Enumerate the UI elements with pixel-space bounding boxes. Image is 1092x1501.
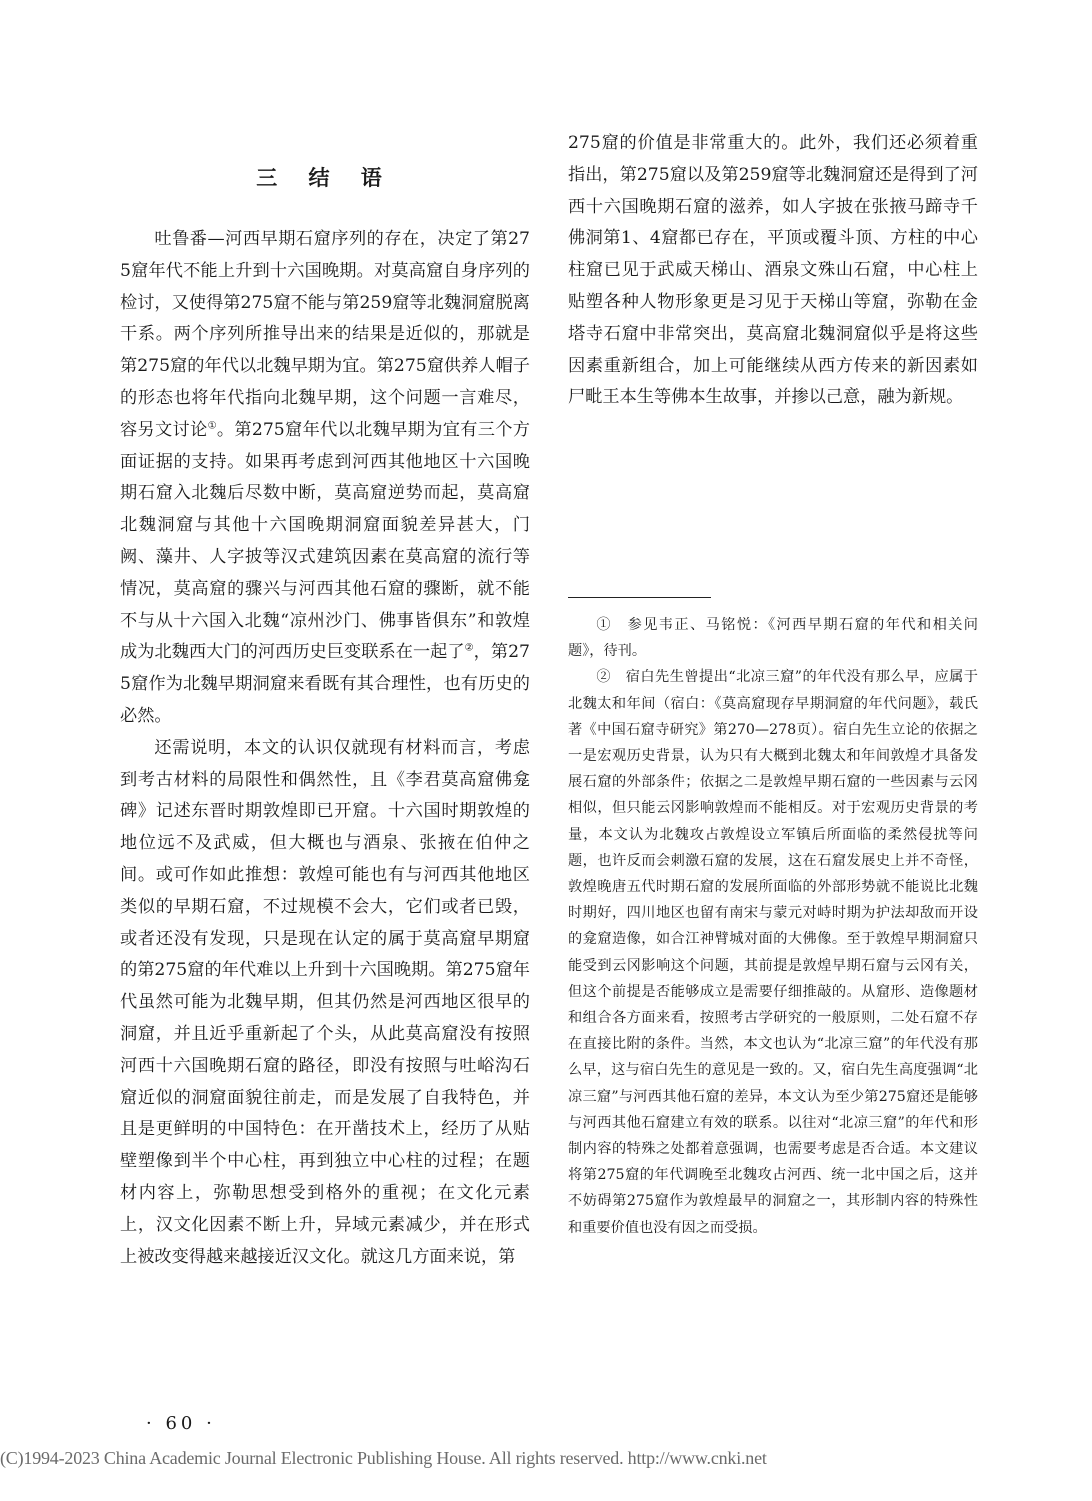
footnote-1: ① 参见韦正、马铭悦：《河西早期石窟的年代和相关问题》，待刊。 <box>568 617 978 660</box>
right-column <box>568 128 978 414</box>
section-title: 三 结 语 <box>256 165 394 190</box>
left-column <box>120 160 530 1273</box>
footnote-ref-1[interactable]: ① <box>207 420 217 432</box>
footnotes <box>568 612 978 1241</box>
body-paragraph-1 <box>120 224 530 733</box>
footnote-2: ② 宿白先生曾提出“北凉三窟”的年代没有那么早，应属于北魏太和年间（宿白：《莫高窟现存早期洞窟的年代问题》，载氏著《中国石窟寺研究》第270—278页）。宿白先生立论的依据之一是宏观历史背景，认为只有大概到北魏太和年间敦煌才具备发展石窟的外部条件；依据之二是敦煌早期石窟的一些因素与云冈相似，但只能云冈影响敦煌而不能相反。对于宏观历史背景的考量，本文认为北魏攻占敦煌设立军镇后所面临的柔然侵扰等问题，也许反而会刺激石窟的发展，这在石窟发展史上并不奇怪，敦煌晚唐五代时期石窟的发展所面临的外部形势就不能说比北魏时期好，四川地区也留有南宋与蒙元对峙时期为护法却敌而开设的龛窟造像，如合江神臂城对面的大佛像。至于敦煌早期洞窟只能受到云冈影响这个问题，其前提是敦煌早期石窟与云冈有关，但这个前提是否能够成立是需要仔细推敲的。从窟形、造像题材和组合各方面来看，按照考古学研究的一般原则，二处石窟不存在直接比附的条件。当然，本文也认为“北凉三窟”的年代没有那么早，这与宿白先生的意见是一致的。又，宿白先生高度强调“北凉三窟”与河西其他石窟的差异，本文认为至少第275窟还是能够与河西其他石窟建立有效的联系。以往对“北凉三窟”的年代和形制内容的特殊之处都着意强调，也需要考虑是否合适。本文建议将第275窟的年代调晚至北魏攻占河西、统一北中国之后，这并不妨碍第275窟作为敦煌最早的洞窟之一，其形制内容的特殊性和重要价值也没有因之而受损。 <box>568 669 978 1236</box>
body-paragraph-2: 还需说明，本文的认识仅就现有材料而言，考虑到考古材料的局限性和偶然性，且《李君莫高窟佛龛碑》记述东晋时期敦煌即已开窟。十六国时期敦煌的地位远不及武威，但大概也与酒泉、张掖在伯仲之间。或可作如此推想：敦煌可能也有与河西其他地区类似的早期石窟，不过规模不会大，它们或者已毁，或者还没有发现，只是现在认定的属于莫高窟早期窟的第275窟的年代难以上升到十六国晚期。第275窟年代虽然可能为北魏早期，但其仍然是河西地区很早的洞窟，并且近乎重新起了个头，从此莫高窟没有按照河西十六国晚期石窟的路径，即没有按照与吐峪沟石窟近似的洞窟面貌往前走，而是发展了自我特色，并且是更鲜明的中国特色：在开凿技术上，经历了从贴壁塑像到半个中心柱，再到独立中心柱的过程；在题材内容上，弥勒思想受到格外的重视；在文化元素上，汉文化因素不断上升，异域元素减少，并在形式上被改变得越来越接近汉文化。就这几方面来说，第 <box>120 737 530 1267</box>
page-number: · 60 · <box>146 1413 216 1434</box>
body-paragraph-continued: 275窟的价值是非常重大的。此外，我们还必须着重指出，第275窟以及第259窟等北魏洞窟还是得到了河西十六国晚期石窟的滋养，如人字披在张掖马蹄寺千佛洞第1、4窟都已存在，平顶或覆斗顶、方柱的中心柱窟已见于武威天梯山、酒泉文殊山石窟，中心柱上贴塑各种人物形象更是习见于天梯山等窟，弥勒在金塔寺石窟中非常突出，莫高窟北魏洞窟似乎是将这些因素重新组合，加上可能继续从西方传来的新因素如尸毗王本生等佛本生故事，并掺以己意，融为新规。 <box>568 133 978 408</box>
paragraph-text: 。第275窟年代以北魏早期为宜有三个方面证据的支持。如果再考虑到河西其他地区十六国晚期石窟入北魏后尽数中断，莫高窟逆势而起，莫高窟北魏洞窟与其他十六国晚期洞窟面貌差异甚大，门阙、藻井、人字披等汉式建筑因素在莫高窟的流行等情况，莫高窟的骤兴与河西其他石窟的骤断，就不能不与从十六国入北魏“凉州沙门、佛事皆俱东”和敦煌成为北魏西大门的河西历史巨变联系在一起了 <box>120 419 530 663</box>
paragraph-text: 吐鲁番—河西早期石窟序列的存在，决定了第275窟年代不能上升到十六国晚期。对莫高窟自身序列的检讨，又使得第275窟不能与第259窟等北魏洞窟脱离干系。两个序列所推导出来的结果是近似的，那就是第275窟的年代以北魏早期为宜。第275窟供养人帽子的形态也将年代指向北魏早期，这个问题一言难尽，容另文讨论 <box>120 229 530 440</box>
footnote-divider <box>568 597 711 598</box>
paragraph-text: ，第275窟作为北魏早期洞窟来看既有其合理性，也有历史的必然。 <box>120 642 530 726</box>
copyright-notice: (C)1994-2023 China Academic Journal Electronic Publishing House. All rights reserved. http://www.cnki.net <box>0 1448 767 1468</box>
footnote-ref-2[interactable]: ② <box>464 642 474 654</box>
